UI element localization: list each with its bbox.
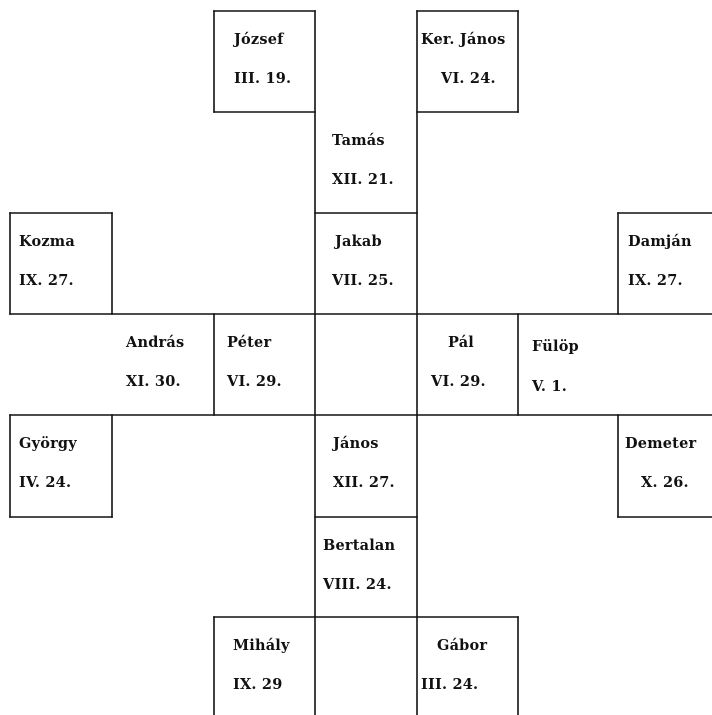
feast-date: VIII. 24. [323,576,392,593]
cell-jakab [315,213,415,314]
cell-damjan [618,213,712,314]
saint-name: Demeter [625,435,697,452]
cell-fulop [518,314,618,415]
cell-pal [417,314,517,415]
cell-gyorgy [10,415,110,516]
cell-kozma [10,213,110,314]
cell-demeter [618,415,712,516]
cell-mihaly [214,617,314,715]
feast-date: V. 1. [532,378,567,395]
saint-name: Bertalan [323,537,396,554]
saint-name: Mihály [233,637,290,654]
feast-date: VI. 24. [441,70,496,87]
feast-date: III. 24. [421,676,479,693]
cell-andras [112,314,212,415]
cell-bertalan [315,517,415,618]
feast-date: XII. 21. [332,171,394,188]
cell-ker-janos [417,11,517,112]
saint-name: Gábor [437,637,488,654]
saint-name: Tamás [332,132,385,149]
feast-date: XI. 30. [126,373,181,390]
saint-name: János [333,435,379,452]
cell-tamas [315,112,415,213]
feast-date: VI. 29. [431,373,486,390]
saint-name: Jakab [335,233,382,250]
feast-date: VI. 29. [227,373,282,390]
saint-name: Kozma [19,233,75,250]
feast-date: X. 26. [641,474,689,491]
feast-date: IX. 27. [628,272,683,289]
saint-name: Fülöp [532,338,579,355]
feast-date: XII. 27. [333,474,395,491]
feast-date: III. 19. [234,70,292,87]
saint-name: Pál [448,334,475,351]
saint-name: Ker. János [421,31,506,48]
cell-gabor [417,617,517,715]
cell-jozsef [214,11,314,112]
feast-date: IX. 29 [233,676,283,693]
saint-name: Péter [227,334,272,351]
feast-date: IX. 27. [19,272,74,289]
cell-janos [315,415,415,516]
saint-name: Damján [628,233,692,250]
feast-date: IV. 24. [19,474,72,491]
saint-name: András [126,334,185,351]
cell-peter [214,314,314,415]
saint-name: József [234,31,284,48]
feast-date: VII. 25. [332,272,394,289]
saint-name: György [19,435,77,452]
